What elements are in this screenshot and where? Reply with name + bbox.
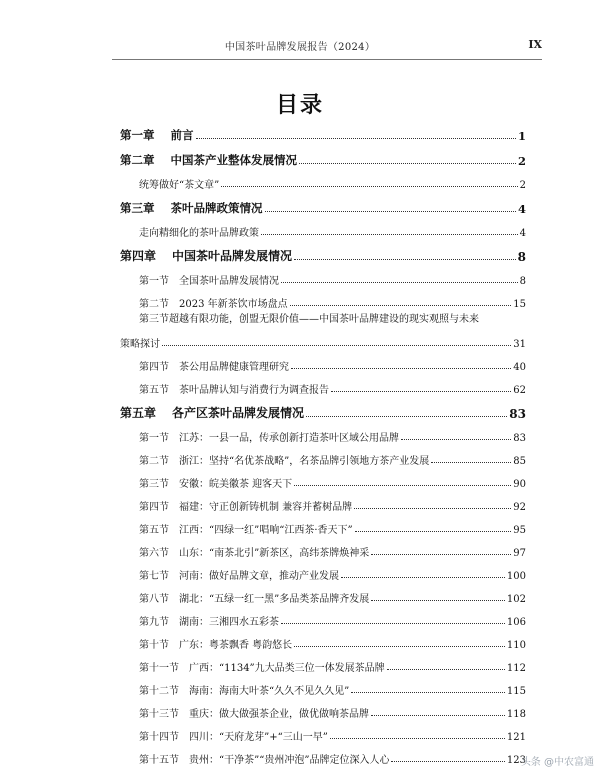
toc-section-entry[interactable]: [120, 743, 526, 766]
toc-entry-title: 四川：“天府龙芽”+“三山一早”: [189, 732, 328, 743]
toc-entry-label: 第十一节: [139, 663, 179, 674]
running-header-title: 中国茶叶品牌发展报告（2024）: [224, 42, 376, 53]
toc-entry-page: 97: [513, 548, 526, 559]
toc-leader-dots: [221, 186, 517, 187]
toc-leader-dots: [401, 439, 511, 440]
toc-entry-page: 115: [506, 686, 526, 697]
toc-entry-label: 第十四节: [139, 732, 179, 743]
toc-entry-label: 第一节: [139, 276, 169, 287]
toc-entry-page: 118: [506, 709, 526, 720]
toc-entry-title: 各产区茶叶品牌发展情况: [172, 406, 305, 420]
toc-leader-dots: [281, 282, 518, 283]
toc-entry-page: 106: [506, 617, 526, 628]
toc-leader-dots: [265, 211, 516, 212]
toc-entry-title: 广东：粤茶飘香 粤韵悠长: [179, 640, 293, 651]
toc-entry-title: 海南：海南大叶茶“久久不见久久见”: [189, 686, 350, 697]
toc-chapter-entry[interactable]: [120, 191, 526, 216]
toc-section-entry[interactable]: [120, 720, 526, 743]
toc-entry-page: 121: [506, 732, 526, 743]
toc-leader-dots: [290, 305, 512, 306]
toc-leader-dots: [341, 577, 505, 578]
toc-section-entry[interactable]: [120, 605, 526, 628]
toc-entry-title: 湖南：三湘四水五彩茶: [179, 617, 279, 628]
toc-entry-label: 第二节: [139, 456, 169, 467]
toc-leader-dots: [431, 462, 511, 463]
toc-entry-title: 湖北：“五绿一红一黑”多品类茶品牌齐发展: [179, 594, 370, 605]
toc-entry-page: 8: [517, 250, 526, 264]
toc-leader-dots: [306, 416, 507, 417]
toc-leader-dots: [261, 234, 518, 235]
toc-section-entry[interactable]: [120, 264, 526, 287]
toc-entry-title: 福建：守正创新铸机制 兼容并蓄树品牌: [179, 502, 353, 513]
toc-leader-dots: [196, 138, 516, 139]
running-header: [0, 38, 600, 54]
toc-leader-dots: [291, 368, 511, 369]
toc-chapter-entry[interactable]: [120, 118, 526, 143]
toc-entry-label: 第八节: [139, 594, 169, 605]
toc-section-entry[interactable]: [120, 513, 526, 536]
toc-leader-dots: [281, 623, 505, 624]
toc-section-entry[interactable]: [120, 216, 526, 239]
toc-entry-label: 第十五节: [139, 755, 179, 766]
toc-entry-title: 浙江：坚持“名优茶战略”，名茶品牌引领地方茶产业发展: [179, 456, 430, 467]
toc-entry-title: 前言: [170, 128, 194, 142]
toc-leader-dots: [331, 391, 511, 392]
toc-section-entry[interactable]: [120, 467, 526, 490]
toc-entry-label: 第五章: [120, 406, 157, 420]
toc-section-entry[interactable]: [120, 628, 526, 651]
watermark: 头条 @中农富通: [520, 757, 594, 768]
toc-leader-dots: [330, 738, 505, 739]
toc-entry-title: 山东：“南茶北引”新茶区，高纬茶牌焕神采: [179, 548, 370, 559]
toc-entry-page: 83: [513, 433, 526, 444]
toc-chapter-entry[interactable]: [120, 143, 526, 168]
toc-leader-dots: [294, 259, 516, 260]
toc-entry-title: 全国茶叶品牌发展情况: [179, 276, 279, 287]
toc-entry-label: 第三节: [139, 314, 169, 325]
toc-entry-page: 40: [513, 362, 526, 373]
toc-entry-page: 100: [506, 571, 526, 582]
toc-entry-title: 茶叶品牌认知与消费行为调查报告: [179, 385, 329, 396]
toc-entry-title: 统筹做好“茶文章”: [139, 180, 220, 191]
toc-entry-page: 112: [506, 663, 526, 674]
toc-section-entry[interactable]: [120, 674, 526, 697]
toc-leader-dots: [294, 485, 511, 486]
toc-entry-page: 31: [513, 339, 526, 350]
toc-section-entry[interactable]: [120, 350, 526, 373]
toc-section-entry[interactable]: [120, 651, 526, 674]
toc-entry-page: 92: [513, 502, 526, 513]
toc-entry-title: 中国茶叶品牌发展情况: [172, 249, 293, 263]
toc-entry-title: 走向精细化的茶叶品牌政策: [139, 228, 259, 239]
toc-entry-label: 第四章: [120, 249, 157, 263]
toc-leader-dots: [371, 554, 511, 555]
toc-leader-dots: [294, 646, 505, 647]
toc-section-entry[interactable]: [120, 168, 526, 191]
toc-entry-title: 茶公用品牌健康管理研究: [179, 362, 289, 373]
toc-entry-label: 第一节: [139, 433, 169, 444]
toc-leader-dots: [371, 600, 505, 601]
toc-entry-title: 河南：做好品牌文章，推动产业发展: [179, 571, 339, 582]
toc-entry-page: 102: [506, 594, 526, 605]
toc-section-entry[interactable]: [120, 697, 526, 720]
toc-entry-label: 第二节: [139, 299, 169, 310]
toc-chapter-entry[interactable]: [120, 396, 526, 421]
toc-entry-label: 第五节: [139, 525, 169, 536]
toc-entry-line[interactable]: [120, 310, 526, 326]
toc-entry-page: 90: [513, 479, 526, 490]
toc-entry-label: 第三节: [139, 479, 169, 490]
toc-section-entry[interactable]: [120, 287, 526, 310]
toc-entry-title: 江西：“四绿一红”唱响“江西茶·香天下”: [179, 525, 353, 536]
toc-entry-label: 第六节: [139, 548, 169, 559]
toc-entry-page: 15: [513, 299, 526, 310]
toc-section-entry[interactable]: [120, 536, 526, 559]
toc-section-entry[interactable]: [120, 373, 526, 396]
toc-entry-page: 2: [519, 180, 526, 191]
toc-entry-page: 123: [506, 755, 526, 766]
toc-section-entry[interactable]: [120, 421, 526, 444]
toc-entry-page: 4: [519, 228, 526, 239]
toc-chapter-entry[interactable]: [120, 239, 526, 264]
toc-entry-label: 第七节: [139, 571, 169, 582]
toc-entry-label: 第十三节: [139, 709, 179, 720]
toc-section-entry[interactable]: [120, 582, 526, 605]
toc-entry-label: 第三章: [120, 201, 155, 215]
toc-entry-title: 茶叶品牌政策情况: [170, 201, 263, 215]
running-header-page-number: IX: [528, 38, 542, 51]
toc-leader-dots: [162, 345, 511, 346]
toc-entry-title: 2023 年新茶饮市场盘点: [179, 299, 288, 310]
toc-leader-dots: [387, 669, 505, 670]
toc-entry-label: 第九节: [139, 617, 169, 628]
toc-leader-dots: [354, 508, 511, 509]
toc-entry-label: 第四节: [139, 502, 169, 513]
toc-entry-title: 安徽：皖美徽茶 迎客天下: [179, 479, 293, 490]
toc-entry-title: 超越有限功能，创盟无限价值——中国茶叶品牌建设的现实观照与未来: [169, 314, 479, 325]
toc-entry-title: 贵州：“干净茶”“贵州冲泡”品牌定位深入人心: [189, 755, 390, 766]
toc-section-entry[interactable]: [120, 444, 526, 467]
toc-entry-page: 95: [513, 525, 526, 536]
toc-entry-page: 4: [517, 202, 526, 216]
toc-leader-dots: [351, 692, 505, 693]
toc-entry-label: 第一章: [120, 128, 155, 142]
toc-section-entry[interactable]: [120, 490, 526, 513]
toc-entry-page: 8: [519, 276, 526, 287]
toc-entry-page: 2: [517, 154, 526, 168]
toc-leader-dots: [391, 761, 504, 762]
toc-entry-page: 83: [509, 407, 526, 421]
toc-entry-title: 广西：“1134”九大品类三位一体发展茶品牌: [189, 663, 385, 674]
toc-title: 目录: [275, 93, 324, 118]
toc-leader-dots: [299, 163, 516, 164]
table-of-contents: [120, 118, 526, 766]
header-rule: [112, 59, 542, 60]
toc-entry-page: 85: [513, 456, 526, 467]
toc-entry-page: 62: [513, 385, 526, 396]
toc-entry-label: 第四节: [139, 362, 169, 373]
toc-leader-dots: [355, 531, 512, 532]
toc-entry-page: 110: [506, 640, 526, 651]
toc-entry-title: 重庆：做大做强茶企业，做优做响茶品牌: [189, 709, 369, 720]
toc-entry-label: 第十二节: [139, 686, 179, 697]
toc-entry-page: 1: [517, 129, 526, 143]
toc-entry-continuation[interactable]: [120, 326, 526, 350]
toc-entry-title-cont: 策略探讨: [120, 339, 160, 350]
toc-entry-label: 第二章: [120, 153, 155, 167]
toc-entry-title: 江苏：一县一品，传承创新打造茶叶区域公用品牌: [179, 433, 399, 444]
toc-section-entry[interactable]: [120, 559, 526, 582]
toc-entry-title: 中国茶产业整体发展情况: [170, 153, 297, 167]
toc-leader-dots: [371, 715, 505, 716]
toc-entry-label: 第五节: [139, 385, 169, 396]
toc-entry-label: 第十节: [139, 640, 169, 651]
